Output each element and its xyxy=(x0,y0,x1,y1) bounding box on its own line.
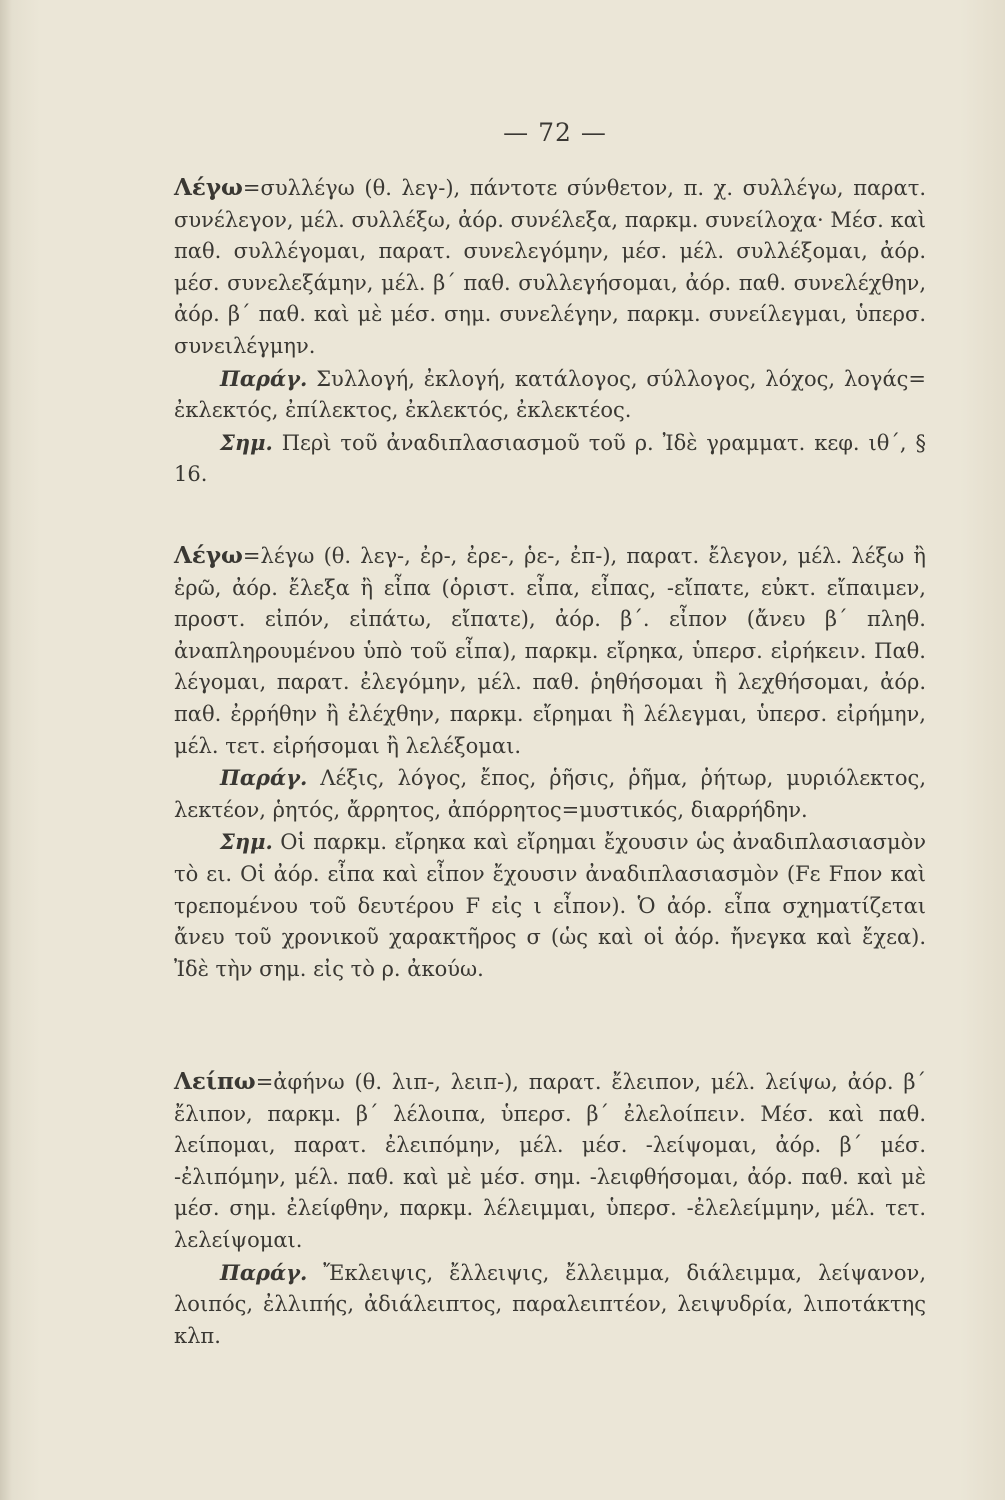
note-label: Σημ. xyxy=(220,829,273,855)
headword: Λείπω xyxy=(174,1068,256,1095)
derivatives-text: Συλλογή, ἐκλογή, κατάλογος, σύλλογος, λόχος, λογάς= ἐκλεκτός, ἐπίλεκτος, ἐκλεκτός, ἐκλεκτέος. xyxy=(174,366,926,423)
note-text: Οἱ παρκμ. εἴρηκα καὶ εἴρημαι ἔχουσιν ὡς ἀναδιπλασιασμὸν τὸ ει. Οἱ ἀόρ. εἶπα καὶ εἶπον ἔχουσιν ἀναδιπλασιασμὸν (Fε Fπον καὶ τρεπομένου τοῦ δευτέρου F εἰς ι εἶπον). Ὁ ἀόρ. εἶπα σχηματίζεται ἄνευ τοῦ χρονικοῦ χαρακτῆρος σ (ὡς καὶ οἱ ἀόρ. ἤνεγκα καὶ ἔχεα). Ἰδὲ τὴν σημ. εἰς τὸ ρ. ἀκούω. xyxy=(174,830,926,981)
derivatives xyxy=(174,363,926,427)
derivatives-text: Λέξις, λόγος, ἔπος, ῥῆσις, ῥῆμα, ῥήτωρ, μυριόλεκτος, λεκτέον, ῥητός, ἄρρητος, ἀπόρρητος=μυστικός, διαρρήδην. xyxy=(174,766,926,822)
note xyxy=(174,427,926,491)
derivatives xyxy=(174,762,926,826)
entry-definition: =συλλέγω (θ. λεγ-), πάντοτε σύνθετον, π. χ. συλλέγω, παρατ. συνέλεγον, μέλ. συλλέξω, ἀόρ. συνέλεξα, παρκμ. συνείλοχα· Μέσ. καὶ παθ. συλλέγομαι, παρατ. συνελεγόμην, μέσ. μέλ. συλλέξομαι, ἀόρ. μέσ. συνελεξάμην, μέλ. β΄ παθ. συλλεγήσομαι, ἀόρ. παθ. συνελέχθην, ἀόρ. β΄ παθ. καὶ μὲ μέσ. σημ. συνελέγην, παρκμ. συνείλεγμαι, ὑπερσ. συνειλέγμην. xyxy=(174,176,926,358)
derivatives-label: Παράγ. xyxy=(220,365,308,391)
derivatives-label: Παράγ. xyxy=(220,765,308,791)
page-number: — 72 — xyxy=(503,118,607,147)
note xyxy=(174,826,926,985)
entry-body xyxy=(174,540,926,762)
entry-definition: =ἀφήνω (θ. λιπ-, λειπ-), παρατ. ἔλειπον, μέλ. λείψω, ἀόρ. β΄ ἔλιπον, παρκμ. β΄ λέλοιπα, ὑπερσ. β΄ ἐλελοίπειν. Μέσ. καὶ παθ. λείπομαι, παρατ. ἐλειπόμην, μέλ. μέσ. -λείψομαι, ἀόρ. β΄ μέσ. -ἐλιπόμην, μέλ. παθ. καὶ μὲ μέσ. σημ. -λειφθήσομαι, ἀόρ. παθ. καὶ μὲ μέσ. σημ. ἐλείφθην, παρκμ. λέλειμμαι, ὑπερσ. -ἐλελείμμην, μέλ. τετ. λελείψομαι. xyxy=(174,1070,926,1252)
derivatives xyxy=(174,1257,926,1353)
dictionary-entry xyxy=(174,172,926,491)
note-text: Περὶ τοῦ ἀναδιπλασιασμοῦ τοῦ ρ. Ἰδὲ γραμματ. κεφ. ιθ΄, § 16. xyxy=(174,430,926,487)
dictionary-entry xyxy=(174,540,926,985)
derivatives-label: Παράγ. xyxy=(220,1259,308,1285)
entry-definition: =λέγω (θ. λεγ-, ἐρ-, ἐρε-, ῥε-, ἐπ-), παρατ. ἔλεγον, μέλ. λέξω ἢ ἐρῶ, ἀόρ. ἔλεξα ἢ εἶπα (ὁριστ. εἶπα, εἶπας, -εἴπατε, εὐκτ. εἴπαιμεν, προστ. εἰπόν, εἰπάτω, εἴπατε), ἀόρ. β΄. εἶπον (ἄνευ β΄ πληθ. ἀναπληρουμένου ὑπὸ τοῦ εἶπα), παρκμ. εἴρηκα, ὑπερσ. εἰρήκειν. Παθ. λέγομαι, παρατ. ἐλεγόμην, μέλ. παθ. ῥηθήσομαι ἢ λεχθήσομαι, ἀόρ. παθ. ἐρρήθην ἢ ἐλέχθην, παρκμ. εἴρημαι ἢ λέλεγμαι, ὑπερσ. εἰρήμην, μέλ. τετ. εἰρήσομαι ἢ λελέξομαι. xyxy=(174,544,926,758)
entry-body xyxy=(174,1066,926,1257)
headword: Λέγω xyxy=(174,174,243,201)
dictionary-entry xyxy=(174,1066,926,1352)
headword: Λέγω xyxy=(174,542,243,569)
note-label: Σημ. xyxy=(220,429,273,455)
entry-body xyxy=(174,172,926,363)
derivatives-text: Ἔκλειψις, ἔλλειψις, ἔλλειμμα, διάλειμμα, λείψανον, λοιπός, ἐλλιπής, ἀδιάλειπτος, παραλειπτέον, λειψυδρία, λιποτάκτης κλπ. xyxy=(174,1260,926,1348)
